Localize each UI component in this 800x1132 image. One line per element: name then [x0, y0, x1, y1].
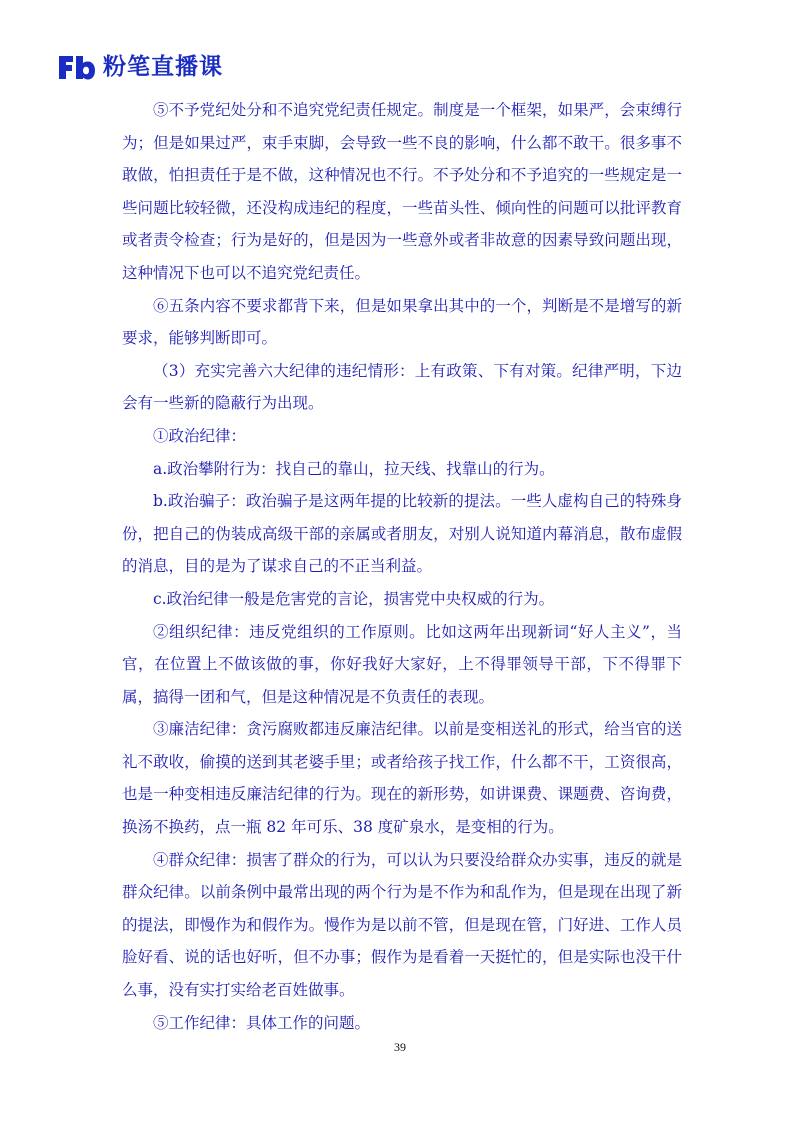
paragraph: a.政治攀附行为：找自己的靠山，拉天线、找靠山的行为。: [153, 459, 555, 478]
paragraph: ④群众纪律：损害了群众的行为，可以认为只要没给群众办实事，违反的就是群众纪律。以前条例中最常出现的两个行为是不作为和乱作为，但是现在出现了新的提法，即慢作为和假作为。慢作为是以前不管，但是现在管，门好进、工作人员脸好看、说的话也好听，但不办事；假作为是看着一天挺忙的，但是实际也没干什么事，没有实打实给老百姓做事。: [122, 850, 682, 1000]
paragraph: ②组织纪律：违反党组织的工作原则。比如这两年出现新词“好人主义”，当官，在位置上不做该做的事，你好我好大家好，上不得罪领导干部，下不得罪下属，搞得一团和气，但是这种情况是不负责任的表现。: [122, 622, 682, 706]
paragraph: ①政治纪律：: [153, 426, 247, 445]
fenbi-logo-icon: [56, 52, 96, 82]
paragraph: ⑤工作纪律：具体工作的问题。: [153, 1013, 371, 1032]
paragraph: ⑥五条内容不要求都背下来，但是如果拿出其中的一个，判断是不是增写的新要求，能够判断即可。: [122, 296, 682, 348]
brand-title: 粉笔直播课: [103, 54, 223, 80]
paragraph: c.政治纪律一般是危害党的言论，损害党中央权威的行为。: [153, 589, 555, 608]
page-header: [56, 50, 223, 84]
paragraph: ⑤不予党纪处分和不追究党纪责任规定。制度是一个框架，如果严，会束缚行为；但是如果过严，束手束脚，会导致一些不良的影响，什么都不敢干。很多事不敢做，怕担责任于是不做，这种情况也不行。不予处分和不予追究的一些规定是一些问题比较轻微，还没构成违纪的程度，一些苗头性、倾向性的问题可以批评教育或者责令检查；行为是好的，但是因为一些意外或者非故意的因素导致问题出现，这种情况下也可以不追究党纪责任。: [122, 101, 682, 282]
paragraph: b.政治骗子：政治骗子是这两年提的比较新的提法。一些人虚构自己的特殊身份，把自己的伪装成高级干部的亲属或者朋友，对别人说知道内幕消息，散布虚假的消息，目的是为了谋求自己的不正当利益。: [122, 492, 682, 576]
page-number: 39: [394, 1040, 406, 1054]
paragraph: （3）充实完善六大纪律的违纪情形：上有政策、下有对策。纪律严明，下边会有一些新的隐蔽行为出现。: [122, 361, 682, 413]
paragraph: ③廉洁纪律：贪污腐败都违反廉洁纪律。以前是变相送礼的形式，给当官的送礼不敢收，偷摸的送到其老婆手里；或者给孩子找工作，什么都不干，工资很高，也是一种变相违反廉洁纪律的行为。现在的新形势，如讲课费、课题费、咨询费，换汤不换药，点一瓶 82 年可乐、38 度矿泉水，是变相的行为。: [122, 720, 682, 837]
document-body: [122, 94, 682, 1039]
